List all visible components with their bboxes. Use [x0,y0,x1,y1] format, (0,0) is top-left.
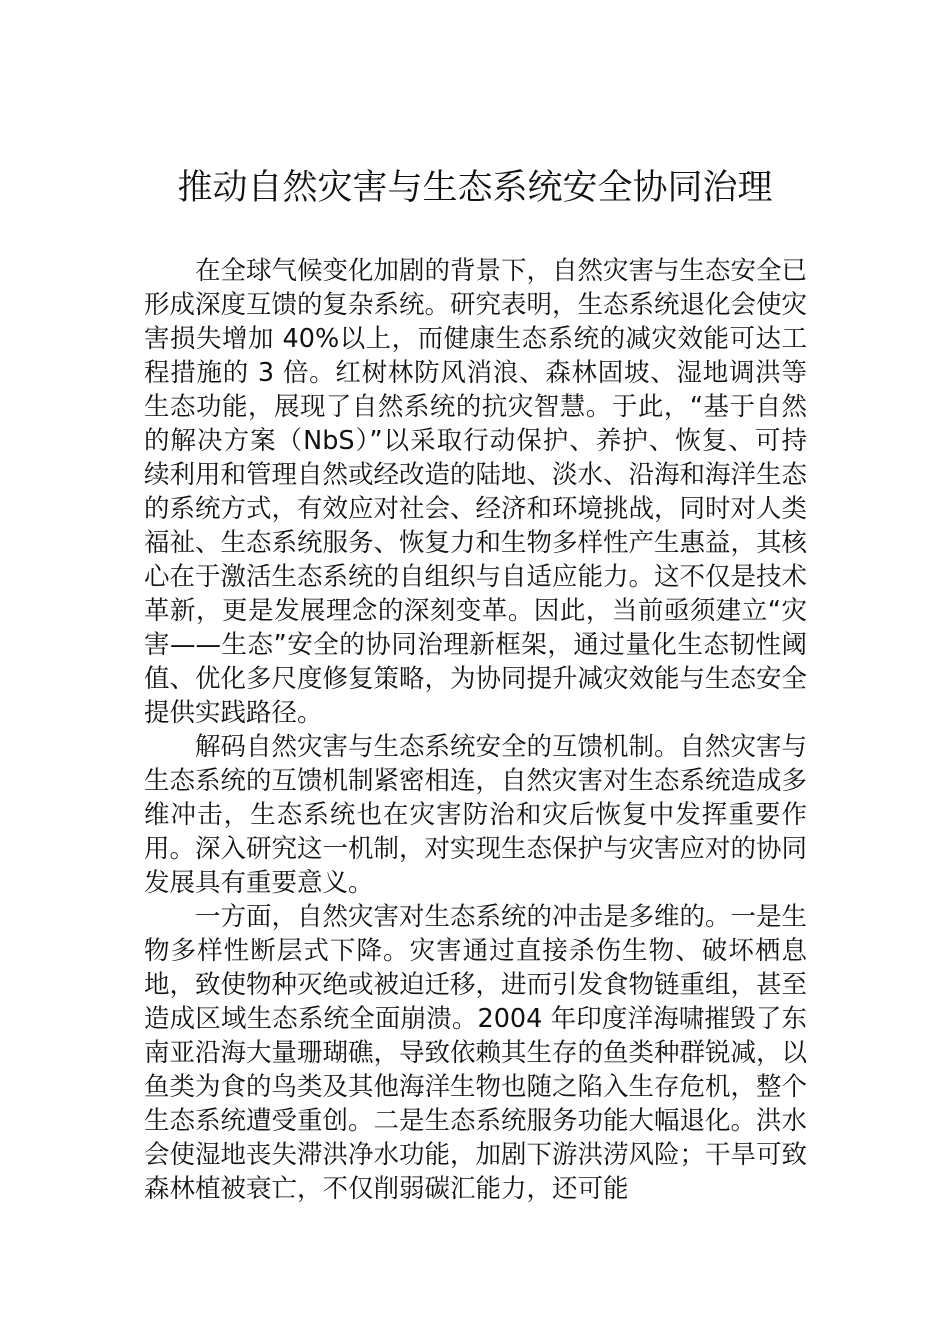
document-title: 推动自然灾害与生态系统安全协同治理 [177,168,773,208]
document-body [144,254,807,1206]
paragraph: 在全球气候变化加剧的背景下，自然灾害与生态安全已形成深度互馈的复杂系统。研究表明，生态系统退化会使灾害损失增加 40%以上，而健康生态系统的减灾效能可达工程措施的 3 倍。红树林防风消浪、森林固坡、湿地调洪等生态功能，展现了自然系统的抗灾智慧。于此，“基于自然的解决方案（NbS）”以采取行动保护、养护、恢复、可持续利用和管理自然或经改造的陆地、淡水、沿海和海洋生态的系统方式，有效应对社会、经济和环境挑战，同时对人类福祉、生态系统服务、恢复力和生物多样性产生惠益，其核心在于激活生态系统的自组织与自适应能力。这不仅是技术革新，更是发展理念的深刻变革。因此，当前亟须建立“灾害——生态”安全的协同治理新框架，通过量化生态韧性阈值、优化多尺度修复策略，为协同提升减灾效能与生态安全提供实践路径。 [144,256,808,728]
paragraph: 解码自然灾害与生态系统安全的互馈机制。自然灾害与生态系统的互馈机制紧密相连，自然灾害对生态系统造成多维冲击，生态系统也在灾害防治和灾后恢复中发挥重要作用。深入研究这一机制，对实现生态保护与灾害应对的协同发展具有重要意义。 [144,732,808,898]
paragraph: 一方面，自然灾害对生态系统的冲击是多维的。一是生物多样性断层式下降。灾害通过直接杀伤生物、破坏栖息地，致使物种灭绝或被迫迁移，进而引发食物链重组，甚至造成区域生态系统全面崩溃。2004 年印度洋海啸摧毁了东南亚沿海大量珊瑚礁，导致依赖其生存的鱼类种群锐减，以鱼类为食的鸟类及其他海洋生物也随之陷入生存危机，整个生态系统遭受重创。二是生态系统服务功能大幅退化。洪水会使湿地丧失滞洪净水功能，加剧下游洪涝风险；干旱可致森林植被衰亡，不仅削弱碳汇能力，还可能 [144,902,808,1204]
